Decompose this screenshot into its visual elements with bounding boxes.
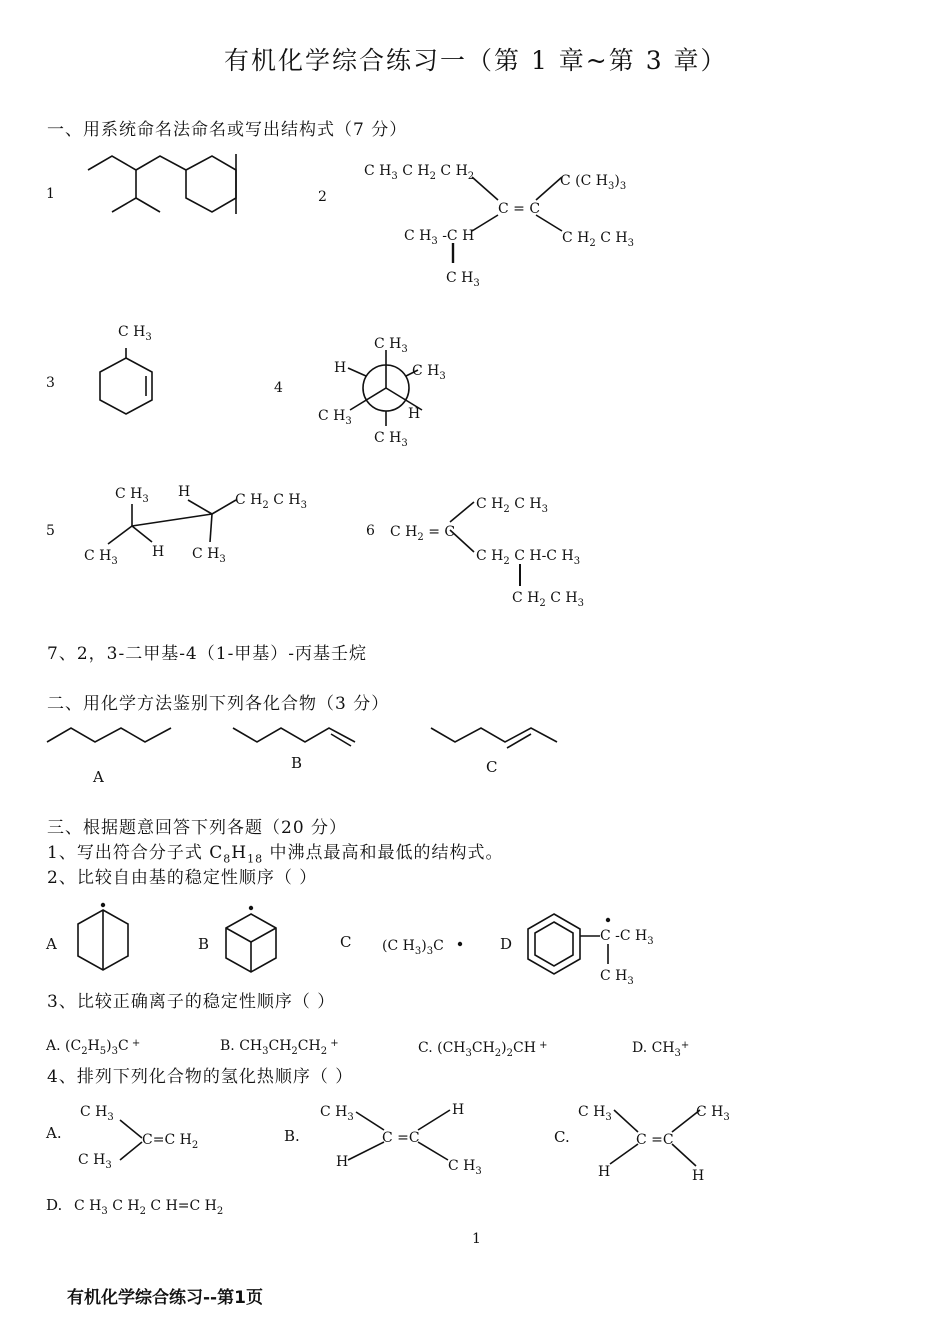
radical-d-benzylic	[524, 908, 674, 993]
option-a-text: A. $(C_2H_5)_3C$ +	[46, 1038, 141, 1057]
q1-suffix: 中沸点最高和最低的结构式。	[263, 843, 504, 863]
alkene-b-trans-2-butene	[318, 1098, 498, 1178]
structure-c-2-hexene	[431, 728, 557, 742]
alkene-d-1-butene	[70, 1192, 230, 1222]
formula-c: C	[209, 843, 224, 863]
section-2-heading: 二、用化学方法鉴别下列各化合物（3 分）	[47, 694, 390, 714]
question-3-2: 2、比较自由基的稳定性顺序（ ）	[47, 868, 318, 888]
svg-text:C H3: C $H_3$	[578, 1104, 612, 1123]
question-number-2: 2	[318, 189, 327, 205]
carbocation-options	[44, 1030, 724, 1066]
text-ch3-bottom: C $H_3$	[374, 430, 408, 449]
label-c: C	[486, 758, 498, 776]
page-title: 有机化学综合练习一（第 1 章~第 3 章）	[224, 46, 728, 75]
label-a: A	[93, 768, 104, 786]
section-1-heading: 一、用系统命名法命名或写出结构式（7 分）	[47, 120, 408, 140]
option-b-text: B. $CH_3CH_2CH_2$ +	[220, 1038, 339, 1057]
structure-1-cyclohexane-alkyl	[80, 150, 250, 220]
svg-text:C -C H3: C -C $H_3$	[600, 928, 654, 947]
svg-text:H: H	[452, 1102, 465, 1118]
text-ch3-c: C $H_3$	[192, 546, 226, 565]
svg-text:C H3 C H2 C H=C H2: C $H_3$ C $H_2$ C H=C $H_2$	[74, 1198, 224, 1217]
text-ch3-a: C $H_3$	[115, 486, 149, 505]
structure-4-newman-projection	[310, 330, 460, 455]
text-h-b: H	[152, 544, 165, 560]
alkene-label-b: B.	[284, 1127, 300, 1145]
text-ch2ch-ch3: C $H_2$ C H-C $H_3$	[476, 548, 581, 567]
text-ch3-ch: C $H_3$ -C H	[404, 228, 475, 247]
question-number-6: 6	[366, 523, 375, 539]
section-3-heading: 三、根据题意回答下列各题（20 分）	[47, 818, 348, 838]
alkene-c-cis-2-butene	[576, 1098, 756, 1188]
svg-text:C =C: C =C	[636, 1132, 674, 1148]
svg-text:C H3: C $H_3$	[320, 1104, 354, 1123]
text-h-right: H	[408, 406, 421, 422]
question-number-4: 4	[274, 380, 283, 396]
svg-text:H: H	[336, 1154, 349, 1170]
text-ch3-b: C $H_3$	[84, 548, 118, 567]
formula-h: H	[231, 843, 248, 863]
question-3-3: 3、比较正确离子的稳定性顺序（ ）	[47, 992, 336, 1012]
question-7-text: 7、2，3-二甲基-4（1-甲基）-丙基壬烷	[47, 644, 368, 664]
q1-prefix: 1、写出符合分子式	[47, 843, 210, 863]
structure-3-methylcyclohexene	[90, 320, 170, 420]
text-ch3-top: C $H_3$	[374, 336, 408, 355]
text-ch2ch3-top: C $H_2$ C $H_3$	[476, 496, 548, 515]
question-number-3: 3	[46, 375, 55, 391]
alkene-a-isobutylene	[78, 1098, 228, 1178]
svg-text:H: H	[598, 1164, 611, 1180]
radical-label-b: B	[198, 935, 210, 953]
question-3-4: 4、排列下列化合物的氢化热顺序（ ）	[47, 1067, 354, 1087]
text-ch2-eq-c: C $H_2 = C$	[390, 524, 456, 543]
svg-text:C H3: C $H_3$	[696, 1104, 730, 1123]
text-h-a: H	[178, 484, 191, 500]
text-ch2ch3: C $H_2$ C $H_3$	[562, 230, 634, 249]
radical-a-bicyclic	[72, 900, 134, 974]
svg-text:H: H	[692, 1168, 705, 1184]
question-number-1: 1	[46, 186, 55, 202]
formula-h-sub: 18	[247, 852, 264, 866]
alkene-label-c: C.	[554, 1128, 570, 1146]
text-ch3: C $H_3$	[118, 324, 152, 343]
svg-text:C H3: C $H_3$	[78, 1152, 112, 1171]
alkene-label-d: D.	[46, 1196, 63, 1214]
page-number: 1	[472, 1231, 481, 1247]
text-ch2ch3: C $H_2$ C $H_3$	[235, 492, 307, 511]
option-c-text: C. $(CH_3CH_2)_2CH$ +	[418, 1040, 548, 1059]
svg-text:C H3: C $H_3$	[448, 1158, 482, 1177]
question-number-5: 5	[46, 523, 55, 539]
svg-text:(C H3)3C: (C $H_3)_3C$	[382, 938, 444, 957]
svg-text:C=C H2: C=C $H_2$	[142, 1132, 199, 1151]
footer-text: 有机化学综合练习--第1页	[67, 1288, 263, 1308]
formula-c-sub: 8	[223, 852, 232, 866]
structure-6-alkene	[386, 488, 606, 618]
text-c-eq-c: C = C	[498, 201, 541, 217]
text-ch3-bottom: C $H_3$	[446, 270, 480, 289]
section-2-structures	[45, 720, 585, 760]
structure-5-alkane	[80, 480, 320, 575]
svg-text:C H3: C $H_3$	[80, 1104, 114, 1123]
radical-label-c: C	[340, 933, 352, 951]
text-ch3ch2ch2: C $H_3$ C $H_2$ C $H_2$	[364, 163, 475, 182]
text-ch2ch3-bottom: C $H_2$ C $H_3$	[512, 590, 584, 609]
radical-c-tert-butyl	[380, 930, 480, 960]
alkene-label-a: A.	[46, 1124, 62, 1142]
text-c-ch3-3: C (C $H_3)_3$	[560, 173, 627, 192]
radical-label-d: D	[500, 935, 513, 953]
question-3-1	[47, 845, 503, 864]
radical-label-a: A	[46, 935, 57, 953]
option-d-text: D. $CH_3^+$	[632, 1040, 690, 1059]
structure-a-hexane	[47, 728, 171, 742]
text-h-left: H	[334, 360, 347, 376]
svg-text:C =C: C =C	[382, 1130, 420, 1146]
structure-b-1-hexene	[233, 728, 355, 742]
text-ch3-left: C $H_3$	[318, 408, 352, 427]
structure-2-tetrasubstituted-alkene	[360, 155, 650, 295]
radical-b-bicyclic	[222, 902, 284, 976]
text-ch3-right: C $H_3$	[412, 363, 446, 382]
label-b: B	[291, 754, 303, 772]
svg-text:C H3: C $H_3$	[600, 968, 634, 987]
